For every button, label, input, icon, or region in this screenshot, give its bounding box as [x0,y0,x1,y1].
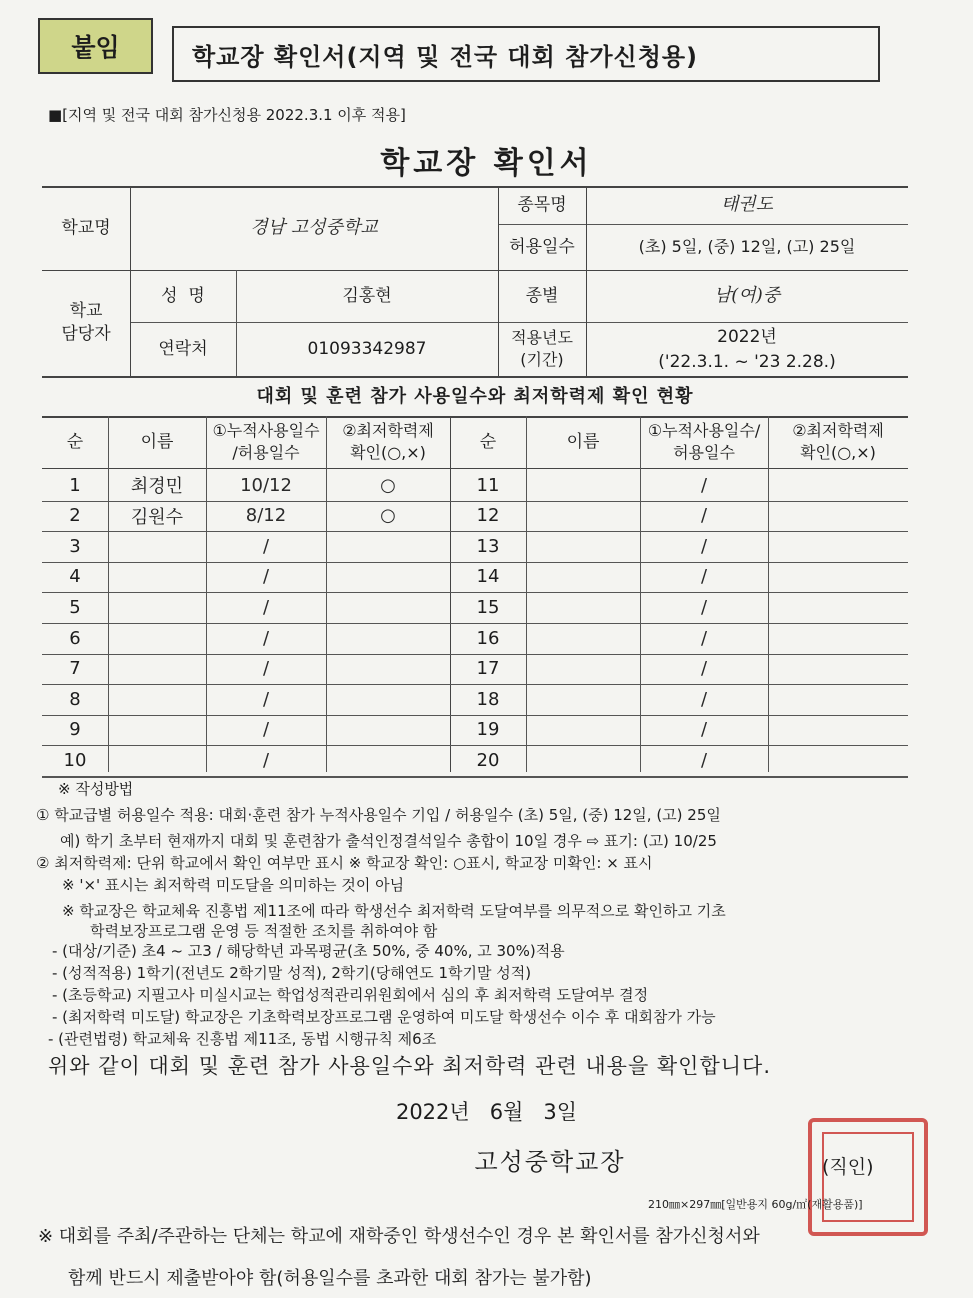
status-left-row-9-academic [326,715,450,745]
status-right-row-6-name [526,623,640,653]
status-right-row-10-academic [768,745,908,775]
status-right-row-5-days: / [700,596,708,618]
status-left-row-5-name [108,592,206,622]
sport-value: 태권도 [720,193,774,215]
instruction-line: - (최저학력 미도달) 학교장은 기초학력보장프로그램 운영하여 미도달 학생선수 이수 후 대회참가 가능 [52,1008,716,1026]
status-right-row-9-days: / [700,719,708,741]
status-left-row-10-no: 10 [63,749,87,771]
name-label: 성 명 [161,285,205,306]
name-value: 김홍현 [342,285,392,306]
header-no-right: 순 [479,431,497,452]
status-right-row-7-name [526,654,640,684]
status-left-row-9-name [108,715,206,745]
status-left-row-6-no: 6 [69,627,81,649]
status-left-row-8-name [108,684,206,714]
attachment-badge: 붙임 [38,18,153,74]
status-right-row-1-academic [768,470,908,500]
status-right-row-5-name [526,592,640,622]
instruction-line: - (대상/기준) 초4 ~ 고3 / 해당학년 과목평균(초 50%, 중 40%, 고 30%)적용 [52,942,565,960]
status-right-row-6-days: / [700,627,708,649]
status-left-row-5-days: / [262,596,270,618]
status-left-row-1-name: 최경민 [130,476,184,497]
school-name-label: 학교명 [61,217,111,238]
status-left-row-3-days: / [262,535,270,557]
status-right-row-10-name [526,745,640,775]
header-name-right: 이름 [566,431,600,452]
category-label: 종별 [525,285,559,306]
header-days-left: ①누적사용일수 /허용일수 [212,421,320,462]
status-left-row-6-name [108,623,206,653]
status-left-row-3-no: 3 [69,535,81,557]
status-left-row-8-academic [326,684,450,714]
status-right-row-1-name [526,470,640,500]
status-left-row-10-name [108,745,206,775]
status-right-row-3-no: 13 [476,535,500,557]
seal-label: (직인) [822,1156,874,1178]
status-right-row-9-name [526,715,640,745]
status-right-row-10-no: 20 [476,749,500,771]
principal-name: 고성중학교장 [474,1148,626,1176]
status-left-row-7-academic [326,654,450,684]
status-right-row-5-no: 15 [476,596,500,618]
status-section-title: 대회 및 훈련 참가 사용일수와 최저학력제 확인 현황 [256,385,694,407]
status-left-row-10-academic [326,745,450,775]
instruction-line: ① 학교급별 허용일수 적용: 대회·훈련 참가 누적사용일수 기입 / 허용일수 (초) 5일, (중) 12일, (고) 25일 [36,806,721,824]
status-right-row-8-academic [768,684,908,714]
status-right-row-5-academic [768,592,908,622]
header-name-left: 이름 [140,431,174,452]
banner-title: 학교장 확인서(지역 및 전국 대회 참가신청용) [172,26,880,82]
main-title: 학교장 확인서 [380,146,593,181]
instruction-line: 예) 학기 초부터 현재까지 대회 및 훈련참가 출석인정결석일수 총합이 10일 경우 ⇨ 표기: (고) 10/25 [60,832,717,850]
status-left-row-1-no: 1 [69,474,81,496]
status-left-row-6-days: / [262,627,270,649]
status-left-row-5-academic [326,592,450,622]
status-right-row-7-academic [768,654,908,684]
instruction-line: - (관련법령) 학교체육 진흥법 제11조, 동법 시행규칙 제6조 [48,1030,437,1048]
header-academic-right: ②최저학력제 확인(○,×) [792,421,884,462]
instruction-line: ② 최저학력제: 단위 학교에서 확인 여부만 표시 ※ 학교장 확인: ○표시, 학교장 미확인: × 표시 [36,854,653,872]
status-right-row-3-name [526,531,640,561]
contact-person-label: 학교 담당자 [61,301,111,344]
status-left-row-4-academic [326,562,450,592]
confirmation-date: 2022년 6월 3일 [395,1100,578,1124]
status-right-row-7-no: 17 [476,658,500,680]
status-right-row-9-academic [768,715,908,745]
instruction-line: ※ 학교장은 학교체육 진흥법 제11조에 따라 학생선수 최저학력 도달여부를 의무적으로 확인하고 기초 [62,902,726,920]
status-right-row-9-no: 19 [476,719,500,741]
status-right-row-6-academic [768,623,908,653]
status-left-row-2-days: 8/12 [245,505,287,527]
status-right-row-1-days: / [700,474,708,496]
category-value: 남(여)중 [713,284,781,306]
status-left-row-5-no: 5 [69,596,81,618]
status-left-row-9-no: 9 [69,719,81,741]
status-right-row-2-no: 12 [476,505,500,527]
instruction-line: - (초등학교) 지필고사 미실시교는 학업성적관리위원회에서 심의 후 최저학력 도달여부 결정 [52,986,649,1004]
instruction-line: ※ 작성방법 [58,780,134,798]
status-right-row-8-days: / [700,688,708,710]
status-left-row-7-name [108,654,206,684]
header-days-right: ①누적사용일수/ 허용일수 [647,421,761,462]
status-left-row-1-days: 10/12 [240,474,292,496]
allowed-days-label: 허용일수 [509,236,575,257]
status-right-row-1-no: 11 [476,474,500,496]
status-right-row-8-no: 18 [476,688,500,710]
status-right-row-3-days: / [700,535,708,557]
status-right-row-7-days: / [700,658,708,680]
header-no-left: 순 [66,431,84,452]
status-right-row-4-no: 14 [476,566,500,588]
status-left-row-9-days: / [262,719,270,741]
status-right-row-4-days: / [700,566,708,588]
status-left-row-6-academic [326,623,450,653]
period-value: ('22.3.1. ~ '23 2.28.) [658,351,836,372]
status-right-row-4-academic [768,562,908,592]
status-right-row-2-academic [768,501,908,531]
status-left-row-2-name: 김원수 [130,506,184,528]
status-left-row-8-days: / [262,688,270,710]
status-left-row-2-academic: ○ [380,505,396,527]
phone-label: 연락처 [158,338,208,359]
status-left-row-2-no: 2 [69,505,81,527]
status-right-row-2-days: / [700,505,708,527]
footer-note-line1: ※ 대회를 주최/주관하는 단체는 학교에 재학중인 학생선수인 경우 본 확인서를 참가신청서와 [38,1226,760,1247]
phone-value: 01093342987 [307,338,427,359]
status-left-row-8-no: 8 [69,688,81,710]
status-right-row-8-name [526,684,640,714]
footer-note-line2: 함께 반드시 제출받아야 함(허용일수를 초과한 대회 참가는 불가함) [68,1268,592,1289]
status-left-row-1-academic: ○ [380,474,396,496]
school-name-value: 경남 고성중학교 [250,216,378,238]
allowed-days-value: (초) 5일, (중) 12일, (고) 25일 [638,237,856,257]
status-left-row-7-no: 7 [69,658,81,680]
scope-note: ■[지역 및 전국 대회 참가신청용 2022.3.1 이후 적용] [48,106,406,124]
status-right-row-10-days: / [700,749,708,771]
status-left-row-7-days: / [262,658,270,680]
sport-label: 종목명 [517,194,567,215]
status-left-row-4-no: 4 [69,566,81,588]
instruction-line: - (성적적용) 1학기(전년도 2학기말 성적), 2학기(당해연도 1학기말 성적) [52,964,532,982]
instruction-line: ※ '×' 표시는 최저학력 미도달을 의미하는 것이 아님 [62,876,405,894]
paper-size-note: 210㎜×297㎜[일반용지 60g/㎡(재활용품)] [648,1198,863,1211]
header-academic-left: ②최저학력제 확인(○,×) [342,421,434,462]
status-left-row-4-days: / [262,566,270,588]
status-left-row-3-name [108,531,206,561]
status-right-row-3-academic [768,531,908,561]
confirmation-text: 위와 같이 대회 및 훈련 참가 사용일수와 최저학력 관련 내용을 확인합니다. [48,1054,772,1078]
status-right-row-4-name [526,562,640,592]
year-value: 2022년 [717,326,777,347]
status-left-row-4-name [108,562,206,592]
status-left-row-3-academic [326,531,450,561]
instruction-line: 학력보장프로그램 운영 등 적절한 조치를 취하여야 함 [90,922,438,940]
status-right-row-6-no: 16 [476,627,500,649]
year-label: 적용년도 (기간) [511,328,573,369]
status-left-row-10-days: / [262,749,270,771]
status-right-row-2-name [526,501,640,531]
